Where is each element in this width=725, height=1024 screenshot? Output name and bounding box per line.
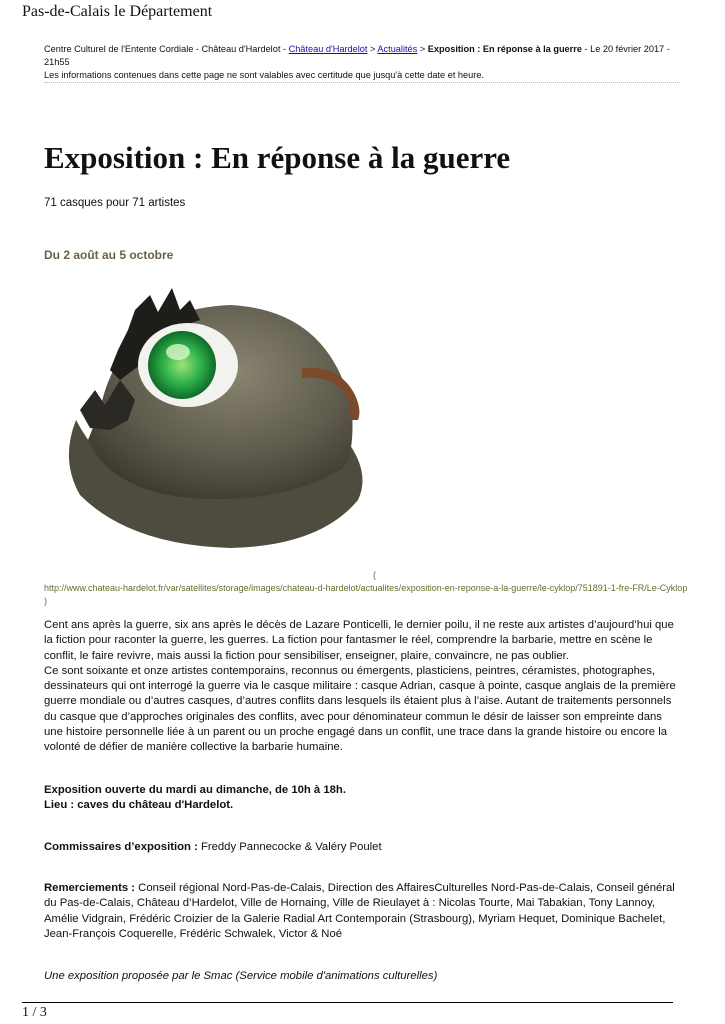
- acknowledgements: [44, 881, 680, 942]
- breadcrumb-link-chateau[interactable]: Château d'Hardelot: [288, 44, 368, 54]
- curators-value: Freddy Pannecocke & Valéry Poulet: [197, 841, 382, 853]
- breadcrumb-divider: [44, 82, 680, 83]
- breadcrumb-link-actualites[interactable]: Actualités: [377, 44, 418, 54]
- helmet-eye-artwork-image: [40, 270, 380, 560]
- acknowledgements-label: Remerciements :: [44, 882, 136, 894]
- breadcrumb-separator: >: [417, 44, 428, 54]
- exhibition-dates: Du 2 août au 5 octobre: [44, 248, 174, 262]
- breadcrumb-disclaimer: Les informations contenues dans cette page ne sont valables avec certitude que jusqu'à cette date et heure.: [44, 70, 484, 80]
- curators-label: Commissaires d’exposition :: [44, 841, 198, 853]
- image-source-url[interactable]: http://www.chateau-hardelot.fr/var/satellites/storage/images/chateau-d-hardelot/actualites/exposition-en-reponse-a-la-guerre/le-cyklop/751891-1-fre-FR/Le-Cyklop: [44, 583, 688, 593]
- article-subtitle: 71 casques pour 71 artistes: [44, 197, 186, 209]
- breadcrumb-date: - Le 20 février 2017 - 21h55: [44, 44, 670, 67]
- image-caption-open: (: [373, 570, 376, 580]
- page-number: 1 / 3: [22, 1005, 47, 1020]
- breadcrumb-separator: >: [367, 44, 378, 54]
- site-title: Pas-de-Calais le Département: [22, 3, 213, 20]
- article-body: [44, 618, 680, 756]
- breadcrumb: [44, 43, 678, 82]
- breadcrumb-prefix: Centre Culturel de l'Entente Cordiale - Château d'Hardelot -: [44, 44, 289, 54]
- green-iris: [148, 331, 216, 399]
- exhibition-credit: Une exposition proposée par le Smac (Service mobile d'animations culturelles): [44, 970, 438, 982]
- footer-divider: [22, 1002, 673, 1003]
- image-caption-close: ): [44, 596, 47, 606]
- body-paragraph: Cent ans après la guerre, six ans après le décès de Lazare Ponticelli, le dernier poilu, il ne reste aux artistes d’aujourd’hui que la fiction pour raconter la guerre, les guerres. La fiction pour fantasmer le réel, comprendre la barbarie, mettre en scène le conflit, le faire revivre, mais aussi la fiction pour sensibiliser, enseigner, plaire, convaincre, ne pas oublier.: [44, 619, 674, 662]
- curators: [44, 840, 680, 855]
- iris-highlight: [166, 344, 190, 360]
- body-paragraph: Ce sont soixante et onze artistes contemporains, reconnus ou émergents, plasticiens, peintres, céramistes, photographes, dessinateurs qui ont interrogé la guerre via le casque militaire : casque Adrian, casque à pointe, casque anglais de la première guerre mondiale ou d’autres casques, d’autres conflits dans lesquels ils étaient plus à l’aise. Autant de traitements personnels du casque que d’approches originales des conflits, avec pour dénominateur commun le désir de laisser son empreinte dans une histoire personnelle liée à un parent ou un proche engagé dans un conflit, une trace dans la grande histoire ou encore la volonté de défier de manière collective la barbarie humaine.: [44, 664, 676, 754]
- acknowledgements-value: Conseil régional Nord-Pas-de-Calais, Direction des AffairesCulturelles Nord-Pas-de-Calais, Conseil général du Pas-de-Calais, Château d’Hardelot, Ville de Hornaing, Ville de Rieulayet à : Nicolas Tourte, Mai Tabakian, Tony Lannoy, Amélie Vidgrain, Frédéric Croizier de la Galerie Radial Art Contemporain (Strasbourg), Myriam Hequet, Dominique Bachelet, Jean-François Coquerelle, Frédéric Schwalek, Victor & Noé: [44, 882, 675, 940]
- opening-hours: Exposition ouverte du mardi au dimanche, de 10h à 18h.: [44, 784, 346, 796]
- exhibition-location: Lieu : caves du château d'Hardelot.: [44, 799, 234, 811]
- page-title: Exposition : En réponse à la guerre: [44, 140, 511, 175]
- breadcrumb-current: Exposition : En réponse à la guerre: [427, 44, 582, 54]
